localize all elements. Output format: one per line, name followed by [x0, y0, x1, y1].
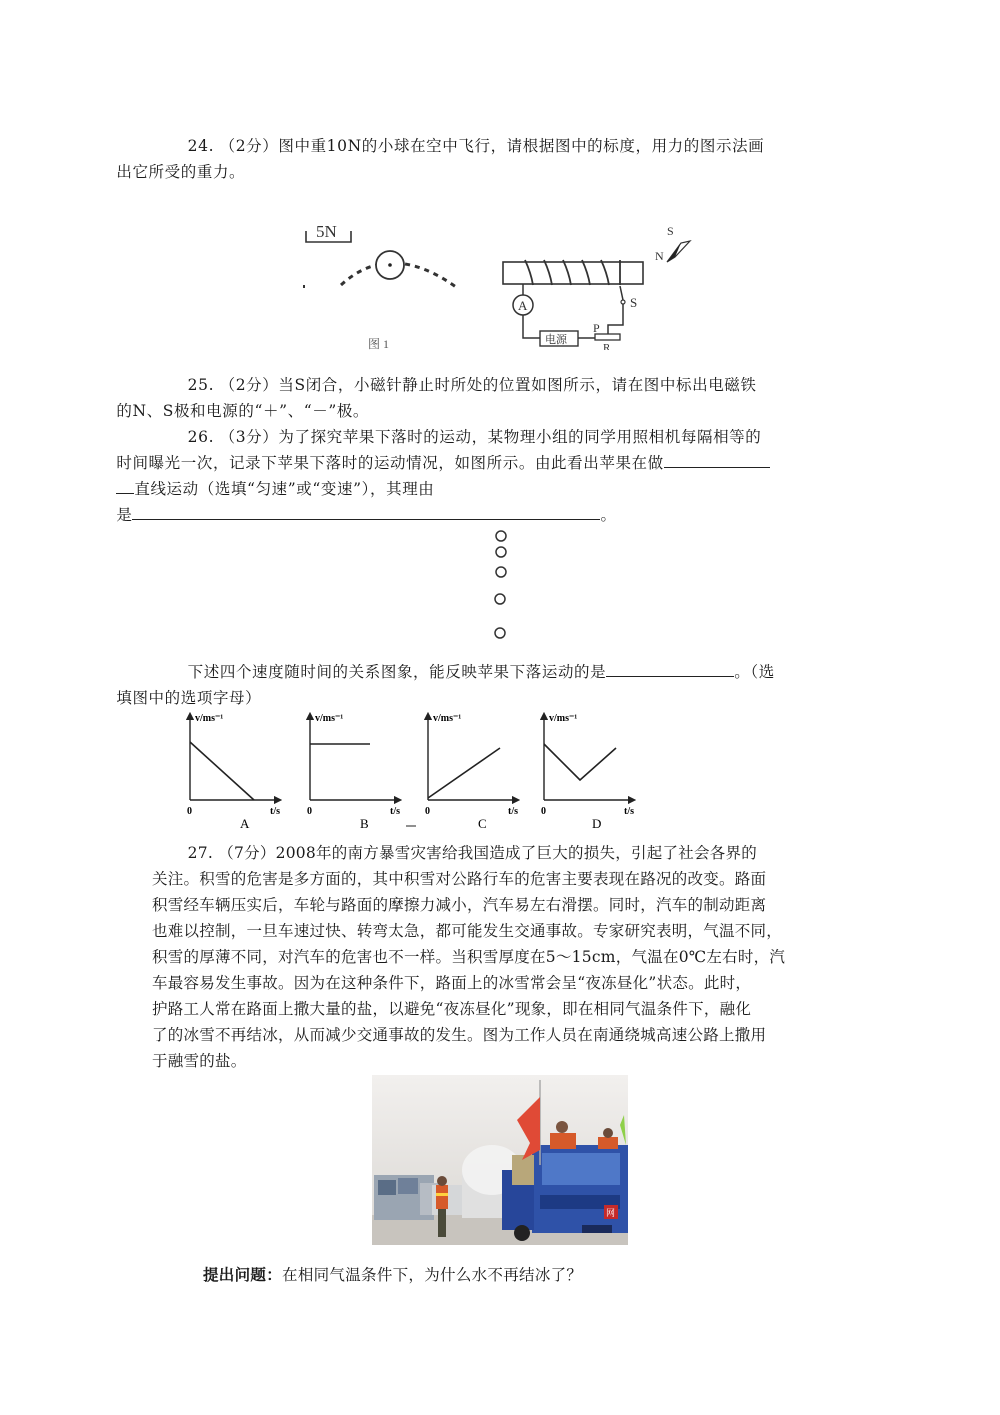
q25-line1: 25. （2分）当S闭合，小磁针静止时所处的位置如图所示，请在图中标出电磁铁 [187, 376, 757, 394]
svg-text:S: S [630, 295, 638, 310]
q25-line2: 的N、S极和电源的“＋”、“－”极。 [116, 402, 370, 420]
svg-text:0: 0 [425, 806, 430, 817]
q26-line4-prefix: 是 [116, 506, 133, 524]
q27-line7: 护路工人常在路面上撒大量的盐，以避免“夜冻昼化”现象，即在相同气温条件下，融化 [152, 1000, 752, 1018]
q24-text [116, 133, 852, 185]
scale-label: 5N [316, 222, 337, 241]
q25-figure [495, 215, 710, 350]
electromagnet-circuit-diagram [495, 215, 710, 350]
svg-text:t/s: t/s [624, 806, 634, 817]
svg-text:P: P [593, 321, 600, 335]
q27-line6: 车最容易发生事故。因为在这种条件下，路面上的冰雪常会呈“夜冻昼化”状态。此时， [152, 974, 752, 992]
svg-text:v/ms⁻¹: v/ms⁻¹ [315, 713, 344, 724]
q27-line3: 积雪经车辆压实后，车轮与路面的摩擦力减小，汽车易左右滑摆。同时，汽车的制动距离 [152, 896, 767, 914]
q27-line4: 也难以控制，一旦车速过快、转弯太急，都可能发生交通事故。专家研究表明，气温不同， [152, 922, 783, 940]
svg-text:0: 0 [307, 806, 312, 817]
svg-text:0: 0 [541, 806, 546, 817]
worker-vest [436, 1185, 448, 1209]
svg-text:0: 0 [187, 806, 192, 817]
apple-position-2 [496, 547, 506, 557]
svg-text:D: D [592, 816, 602, 831]
q27-line5: 积雪的厚薄不同，对汽车的危害也不一样。当积雪厚度在5～15cm，气温在0℃左右时，汽 [152, 948, 786, 966]
apple-position-4 [495, 594, 505, 604]
graph-b [307, 713, 416, 831]
q27-line1: 27. （7分）2008年的南方暴雪灾害给我国造成了巨大的损失，引起了社会各界的 [187, 844, 758, 862]
svg-text:t/s: t/s [508, 806, 518, 817]
graph-d-line [544, 744, 616, 780]
svg-text:C: C [478, 816, 487, 831]
answer-blank-motion-type[interactable] [664, 452, 770, 468]
q26-line2: 时间曝光一次，记录下苹果下落时的运动情况，如图所示。由此看出苹果在做 [116, 454, 664, 472]
svg-text:N: N [655, 249, 664, 263]
apple-position-1 [496, 531, 506, 541]
salt-spreading-photo [372, 1075, 628, 1245]
svg-text:A: A [240, 816, 250, 831]
q27-line9: 于融雪的盐。 [152, 1052, 247, 1070]
svg-text:电源: 电源 [545, 334, 567, 346]
svg-text:v/ms⁻¹: v/ms⁻¹ [433, 713, 462, 724]
strobe-photo [488, 528, 518, 643]
answer-blank-reason[interactable] [132, 504, 600, 520]
q26-text [116, 424, 852, 528]
graph-c [425, 713, 518, 831]
svg-text:t/s: t/s [390, 806, 400, 817]
ball-center-dot [388, 263, 392, 267]
switch-icon [621, 300, 625, 304]
q26-line4-suffix: 。 [600, 506, 617, 524]
svg-text:v/ms⁻¹: v/ms⁻¹ [195, 713, 224, 724]
compass-needle-icon [655, 224, 690, 263]
ball-trajectory-diagram [298, 215, 478, 350]
q26-graph-question [116, 659, 852, 711]
answer-blank-motion-type-cont[interactable] [116, 478, 134, 494]
svg-text:S: S [667, 224, 674, 238]
apple-position-5 [495, 628, 505, 638]
graph-a [187, 713, 280, 831]
graph-question-prefix: 下述四个速度随时间的关系图象，能反映苹果下落运动的是 [187, 663, 607, 681]
q27-line2: 关注。积雪的危害是多方面的，其中积雪对公路行车的危害主要表现在路况的改变。路面 [152, 870, 767, 888]
svg-text:v/ms⁻¹: v/ms⁻¹ [549, 713, 578, 724]
graph-d [541, 713, 634, 831]
pose-question-text: 在相同气温条件下，为什么水不再结冰了？ [282, 1266, 583, 1284]
svg-text:R: R [603, 342, 611, 350]
answer-blank-graph-choice[interactable] [606, 661, 734, 677]
q27-text [152, 840, 852, 1074]
iron-core [503, 262, 643, 284]
q24-figure [298, 215, 478, 350]
figure-caption: 图 1 [368, 337, 390, 350]
apple-position-3 [496, 567, 506, 577]
graph-c-line [428, 748, 500, 798]
svg-text:B: B [360, 816, 369, 831]
svg-text:网: 网 [606, 1208, 616, 1218]
pose-question [203, 1262, 803, 1288]
vt-graphs [178, 708, 653, 833]
svg-text:t/s: t/s [270, 806, 280, 817]
q27-line8: 了的冰雪不再结冰，从而减少交通事故的发生。图为工作人员在南通绕城高速公路上撒用 [152, 1026, 767, 1044]
pose-question-label: 提出问题： [203, 1266, 283, 1284]
svg-text:A: A [518, 298, 528, 313]
q26-line3: 直线运动（选填“匀速”或“变速”），其理由 [134, 480, 435, 498]
q26-line1: 26. （3分）为了探究苹果下落时的运动，某物理小组的同学用照相机每隔相等的 [187, 428, 762, 446]
q25-text [116, 372, 852, 424]
graph-question-suffix: 。（选 [734, 663, 775, 681]
q24-line1: 24. （2分）图中重10N的小球在空中飞行，请根据图中的标度，用力的图示法画 [187, 137, 765, 155]
q24-line2: 出它所受的重力。 [116, 163, 246, 181]
graph-a-line [190, 742, 254, 800]
graph-question-line2: 填图中的选项字母） [116, 689, 262, 707]
